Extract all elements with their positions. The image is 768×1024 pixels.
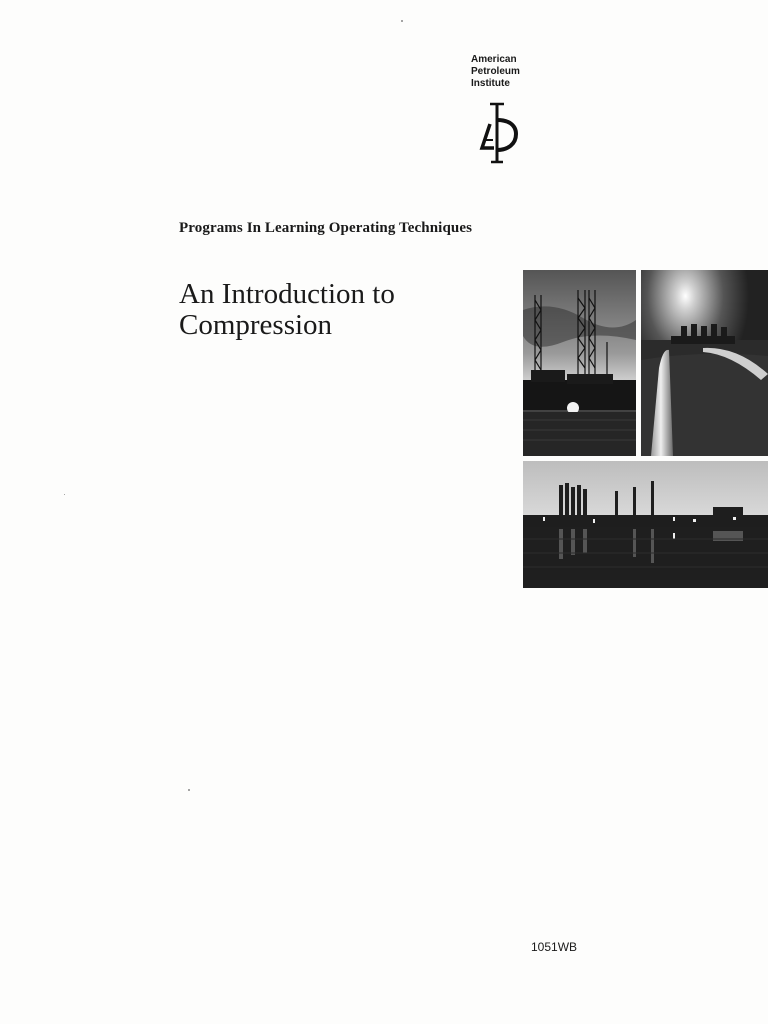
- document-code: 1051WB: [531, 940, 578, 954]
- series-name: Programs In Learning Operating Techniques: [179, 220, 473, 236]
- scan-speck: [188, 789, 190, 791]
- publisher-name: [471, 54, 520, 90]
- title-line-1: An Introduction to: [179, 278, 395, 310]
- scan-speck: [401, 20, 403, 22]
- publisher-name-line-2: Petroleum: [471, 66, 520, 77]
- photo-offshore-rig: [523, 270, 636, 456]
- photo-refinery: [523, 461, 768, 588]
- api-logo-icon: [476, 102, 518, 164]
- publisher-name-line-1: American: [471, 54, 517, 65]
- photo-pipeline: [641, 270, 768, 456]
- scan-speck: [64, 494, 65, 495]
- title-line-2: Compression: [179, 309, 333, 341]
- publisher-name-line-3: Institute: [471, 78, 510, 89]
- page-title: [179, 279, 509, 341]
